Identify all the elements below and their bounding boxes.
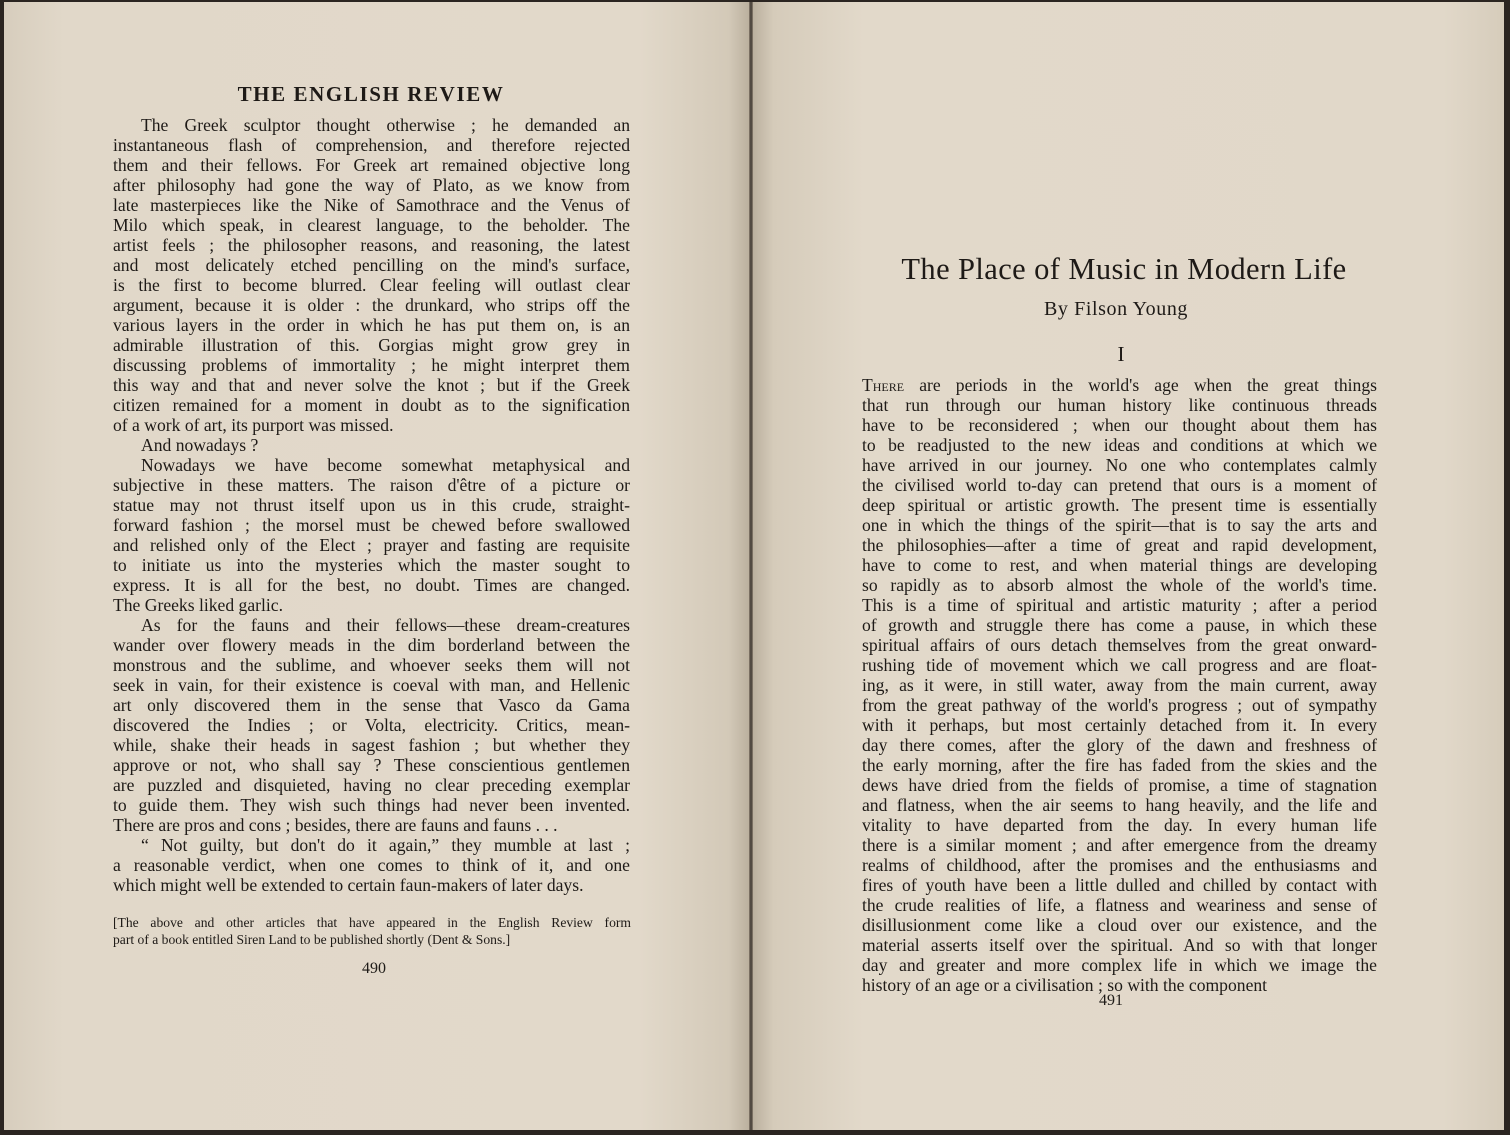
text-line: realms of childhood, after the promises and the enthusiasms and (862, 855, 1377, 875)
text-line: to initiate us into the mysteries which the master sought to (113, 555, 630, 575)
footnote (113, 914, 631, 948)
text-line: of growth and struggle there has come a pause, in which these (862, 615, 1377, 635)
text-line: are puzzled and disquieted, having no clear preceding exemplar (113, 775, 630, 795)
text-fragment: are periods in the world's age when the great things (904, 375, 1377, 395)
text-line: dews have dried from the fields of promise, a time of stagnation (862, 775, 1377, 795)
opening-small-caps: There (862, 375, 905, 395)
text-line: monstrous and the sublime, and whoever seeks them will not (113, 655, 630, 675)
text-line: is the first to become blurred. Clear feeling will outlast clear (113, 275, 630, 295)
text-line: to guide them. They wish such things had never been invented. (113, 795, 630, 815)
paragraph (113, 435, 630, 455)
text-line: express. It is all for the best, no doubt. Times are changed. (113, 575, 630, 595)
text-line: deep spiritual or artistic growth. The present time is essentially (862, 495, 1377, 515)
page-number-right: 491 (1099, 992, 1123, 1009)
article-byline: By Filson Young (1043, 298, 1189, 320)
section-number: I (1117, 342, 1125, 366)
text-line: there is a similar moment ; and after emergence from the dreamy (862, 835, 1377, 855)
text-line: the early morning, after the fire has faded from the skies and the (862, 755, 1377, 775)
text-line: fires of youth have been a little dulled and chilled by contact with (862, 875, 1377, 895)
text-line: after philosophy had gone the way of Plato, as we know from (113, 175, 630, 195)
text-line: wander over flowery meads in the dim borderland between the (113, 635, 630, 655)
text-line: day there comes, after the glory of the dawn and freshness of (862, 735, 1377, 755)
text-line: a reasonable verdict, when one comes to think of it, and one (113, 855, 630, 875)
text-line: so rapidly as to absorb almost the whole of the world's time. (862, 575, 1377, 595)
text-line: with it perhaps, but most certainly detached from it. In every (862, 715, 1377, 735)
text-line: citizen remained for a moment in doubt as to the signification (113, 395, 630, 415)
text-line: while, shake their heads in sagest fashion ; but whether they (113, 735, 630, 755)
text-line: discussing problems of immortality ; he might interpret them (113, 355, 630, 375)
book-spread (4, 2, 1504, 1130)
text-line: which might well be extended to certain faun-makers of later days. (113, 875, 584, 895)
text-line: discovered the Indies ; or Volta, electricity. Critics, mean- (113, 715, 630, 735)
text-line: late masterpieces like the Nike of Samothrace and the Venus of (113, 195, 630, 215)
paragraph (862, 375, 1377, 995)
text-line: day and greater and more complex life in which we image the (862, 955, 1377, 975)
text-line: Milo which speak, in clearest language, to the beholder. The (113, 215, 630, 235)
paragraph (113, 615, 630, 835)
text-line: And nowadays ? (141, 435, 259, 455)
text-line: vitality to have departed from the day. In every human life (862, 815, 1377, 835)
text-line: subjective in these matters. The raison d'être of a picture or (113, 475, 630, 495)
page-number-left: 490 (362, 960, 386, 977)
paragraph (113, 115, 630, 435)
text-line: “ Not guilty, but don't do it again,” they mumble at last ; (141, 835, 630, 855)
text-line: have arrived in our journey. No one who contemplates calmly (862, 455, 1377, 475)
text-line: admirable illustration of this. Gorgias might grow grey in (113, 335, 630, 355)
paragraph (113, 455, 630, 615)
text-line: art only discovered them in the sense that Vasco da Gama (113, 695, 630, 715)
text-line: artist feels ; the philosopher reasons, and reasoning, the latest (113, 235, 630, 255)
text-line: that run through our human history like continuous threads (862, 395, 1377, 415)
text-line: the philosophies—after a time of great and rapid development, (862, 535, 1377, 555)
text-line: have to be reconsidered ; when our thought about them has (862, 415, 1377, 435)
text-line: material asserts itself over the spiritual. And so with that longer (862, 935, 1377, 955)
text-line: from the great pathway of the world's progress ; out of sympathy (862, 695, 1377, 715)
text-line: and most delicately etched pencilling on the mind's surface, (113, 255, 630, 275)
footnote-line: part of a book entitled Siren Land to be published shortly (Dent & Sons.] (113, 932, 511, 947)
text-line: argument, because it is older : the drunkard, who strips off the (113, 295, 630, 315)
text-line: Nowadays we have become somewhat metaphysical and (141, 455, 630, 475)
text-line: seek in vain, for their existence is coeval with man, and Hellenic (113, 675, 630, 695)
text-line: ing, as it were, in still water, away from the main current, away (862, 675, 1377, 695)
text-line: instantaneous flash of comprehension, and therefore rejected (113, 135, 630, 155)
running-head: THE ENGLISH REVIEW (237, 82, 505, 106)
text-line: and relished only of the Elect ; prayer and fasting are requisite (113, 535, 630, 555)
text-line: rushing tide of movement which we call progress and are float- (862, 655, 1377, 675)
text-line: There are pros and cons ; besides, there are fauns and fauns . . . (113, 815, 558, 835)
left-page (4, 2, 751, 1130)
text-line: approve or not, who shall say ? These conscientious gentlemen (113, 755, 630, 775)
text-line: one in which the things of the spirit—that is to say the arts and (862, 515, 1377, 535)
left-text-column (113, 115, 630, 895)
text-line: the civilised world to-day can pretend that ours is a moment of (862, 475, 1377, 495)
text-line: history of an age or a civilisation ; so with the component (862, 975, 1268, 995)
text-line: various layers in the order in which he has put them on, is an (113, 315, 630, 335)
text-line: disillusionment come like a cloud over our existence, and the (862, 915, 1377, 935)
text-line: the crude realities of life, a flatness and weariness and sense of (862, 895, 1377, 915)
text-line: this way and that and never solve the knot ; but if the Greek (113, 375, 630, 395)
text-line: of a work of art, its purport was missed. (113, 415, 394, 435)
paragraph (113, 835, 630, 895)
footnote-line: [The above and other articles that have appeared in the English Review form (113, 915, 631, 930)
text-line: spiritual affairs of ours detach themselves from the great onward- (862, 635, 1377, 655)
text-line: forward fashion ; the morsel must be chewed before swallowed (113, 515, 630, 535)
book-gutter (749, 2, 753, 1130)
text-line: and flatness, when the air seems to hang heavily, and the life and (862, 795, 1377, 815)
text-line: This is a time of spiritual and artistic maturity ; after a period (862, 595, 1377, 615)
article-title: The Place of Music in Modern Life (901, 252, 1347, 286)
text-line: As for the fauns and their fellows—these dream-creatures (141, 615, 630, 635)
text-line (862, 375, 1377, 395)
text-line: them and their fellows. For Greek art remained objective long (113, 155, 630, 175)
text-line: The Greeks liked garlic. (113, 595, 284, 615)
text-line: to be readjusted to the new ideas and conditions at which we (862, 435, 1377, 455)
right-text-column (862, 375, 1377, 995)
text-line: statue may not thrust itself upon us in this crude, straight- (113, 495, 630, 515)
text-line: The Greek sculptor thought otherwise ; he demanded an (141, 115, 630, 135)
text-line: have to come to rest, and when material things are developing (862, 555, 1377, 575)
